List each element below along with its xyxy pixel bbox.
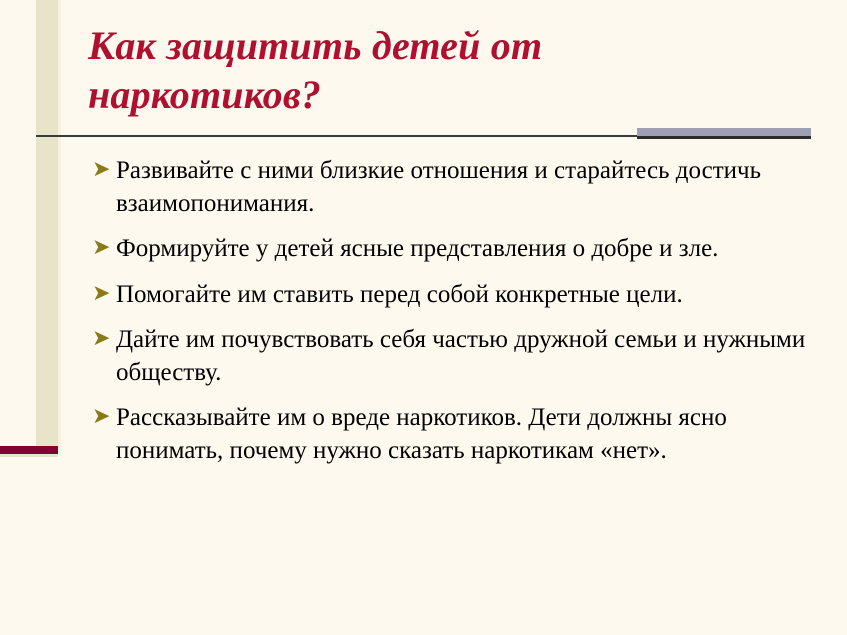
arrow-bullet-icon: ➤ [92, 280, 111, 306]
arrow-bullet-icon: ➤ [92, 235, 111, 260]
slide-title: Как защитить детей от наркотиков? [88, 23, 543, 117]
list-item-text: Рассказывайте им о вреде наркотиков. Дети должны ясно понимать, почему нужно сказать наркотикам «нет». [116, 404, 727, 464]
left-band-edge [58, 0, 61, 454]
list-item-text: Помогайте им ставить перед собой конкретные цели. [116, 280, 683, 308]
list-item [92, 402, 817, 467]
arrow-bullet-icon: ➤ [92, 404, 111, 429]
list-item [92, 324, 817, 389]
list-item [92, 279, 817, 312]
bullet-list [92, 155, 817, 480]
list-item [92, 233, 817, 266]
left-decorative-band [36, 0, 58, 454]
left-band-foot-accent [0, 454, 58, 457]
left-band-foot-bar [0, 446, 58, 454]
list-item [92, 155, 817, 220]
list-item-text: Дайте им почувствовать себя частью дружной семьи и нужными обществу. [116, 326, 806, 386]
title-accent-bar-shadow [637, 136, 811, 139]
arrow-bullet-icon: ➤ [92, 157, 111, 182]
list-item-text: Развивайте с ними близкие отношения и старайтесь достичь взаимопонимания. [116, 157, 761, 217]
title-accent-bar [637, 128, 811, 136]
arrow-bullet-icon: ➤ [92, 326, 111, 351]
list-item-text: Формируйте у детей ясные представления о добре и зле. [116, 235, 719, 262]
